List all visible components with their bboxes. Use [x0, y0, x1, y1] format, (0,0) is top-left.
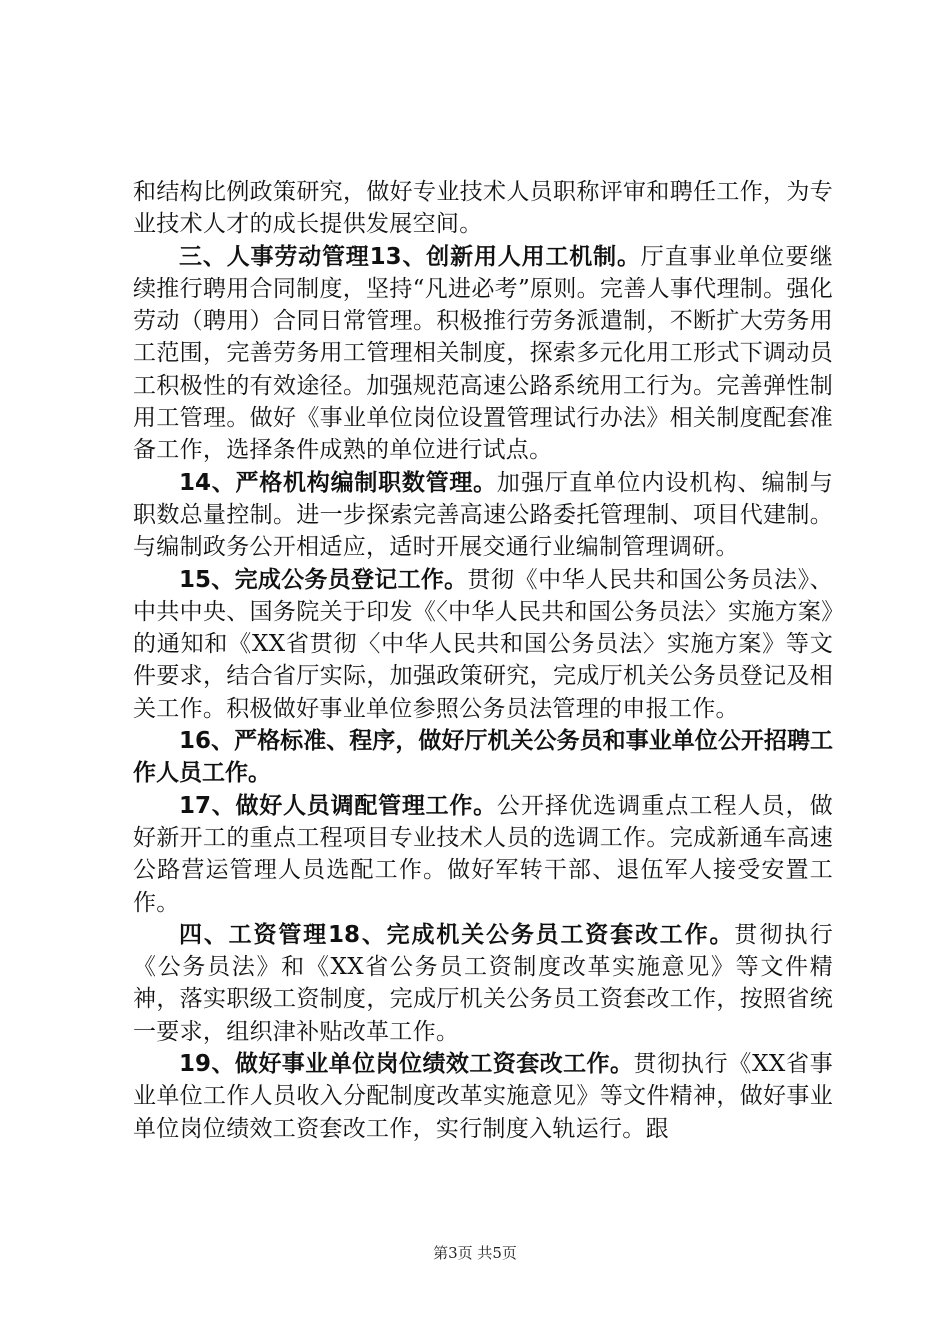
page-number-label: 第3页 共5页: [433, 1244, 517, 1262]
paragraph-3: [133, 467, 833, 564]
paragraph-7-heading: 四、工资管理18、完成机关公务员工资套改工作。: [179, 921, 735, 948]
paragraph-8-body: 贯彻执行《XX省事业单位工作人员收入分配制度改革实施意见》等文件精神，做好事业单位岗位绩效工资套改工作，实行制度入轨运行。跟: [133, 1051, 833, 1142]
paragraph-8: [133, 1048, 833, 1145]
paragraph-7-body: 贯彻执行《公务员法》和《XX省公务员工资制度改革实施意见》等文件精神，落实职级工资制度，完成厅机关公务员工资套改工作，按照省统一要求，组织津补贴改革工作。: [133, 921, 833, 1045]
paragraph-7: [133, 919, 833, 1048]
paragraph-6-body: 公开择优选调重点工程人员，做好新开工的重点工程项目专业技术人员的选调工作。完成新通车高速公路营运管理人员选配工作。做好军转干部、退伍军人接受安置工作。: [133, 792, 833, 916]
paragraph-2-heading: 三、人事劳动管理13、创新用人用工机制。: [179, 243, 641, 270]
paragraph-5: [133, 725, 833, 790]
paragraph-4-body: 贯彻《中华人民共和国公务员法》、中共中央、国务院关于印发《〈中华人民共和国公务员法〉实施方案》的通知和《XX省贯彻〈中华人民共和国公务员法〉实施方案》等文件要求，结合省厅实际，加强政策研究，完成厅机关公务员登记及相关工作。积极做好事业单位参照公务员法管理的申报工作。: [133, 566, 833, 722]
paragraph-6: [133, 790, 833, 919]
paragraph-3-heading: 14、严格机构编制职数管理。: [179, 469, 497, 496]
paragraph-3-body: 加强厅直单位内设机构、编制与职数总量控制。进一步探索完善高速公路委托管理制、项目代建制。与编制政务公开相适应，适时开展交通行业编制管理调研。: [133, 469, 833, 561]
paragraph-1-body: 和结构比例政策研究，做好专业技术人员职称评审和聘任工作，为专业技术人才的成长提供发展空间。: [133, 179, 833, 238]
paragraph-2: [133, 241, 833, 467]
paragraph-1: [133, 176, 833, 241]
paragraph-4: [133, 564, 833, 725]
document-body: [133, 176, 833, 1145]
paragraph-6-heading: 17、做好人员调配管理工作。: [179, 792, 497, 819]
paragraph-5-heading: 16、严格标准、程序，做好厅机关公务员和事业单位公开招聘工作人员工作。: [133, 728, 833, 787]
paragraph-4-heading: 15、完成公务员登记工作。: [179, 566, 468, 593]
page-footer: [0, 1243, 950, 1263]
paragraph-2-body: 厅直事业单位要继续推行聘用合同制度，坚持“凡进必考”原则。完善人事代理制。强化劳动（聘用）合同日常管理。积极推行劳务派遣制，不断扩大劳务用工范围，完善劳务用工管理相关制度，探索多元化用工形式下调动员工积极性的有效途径。加强规范高速公路系统用工行为。完善弹性制用工管理。做好《事业单位岗位设置管理试行办法》相关制度配套准备工作，选择条件成熟的单位进行试点。: [133, 243, 833, 464]
paragraph-8-heading: 19、做好事业单位岗位绩效工资套改工作。: [179, 1051, 634, 1078]
